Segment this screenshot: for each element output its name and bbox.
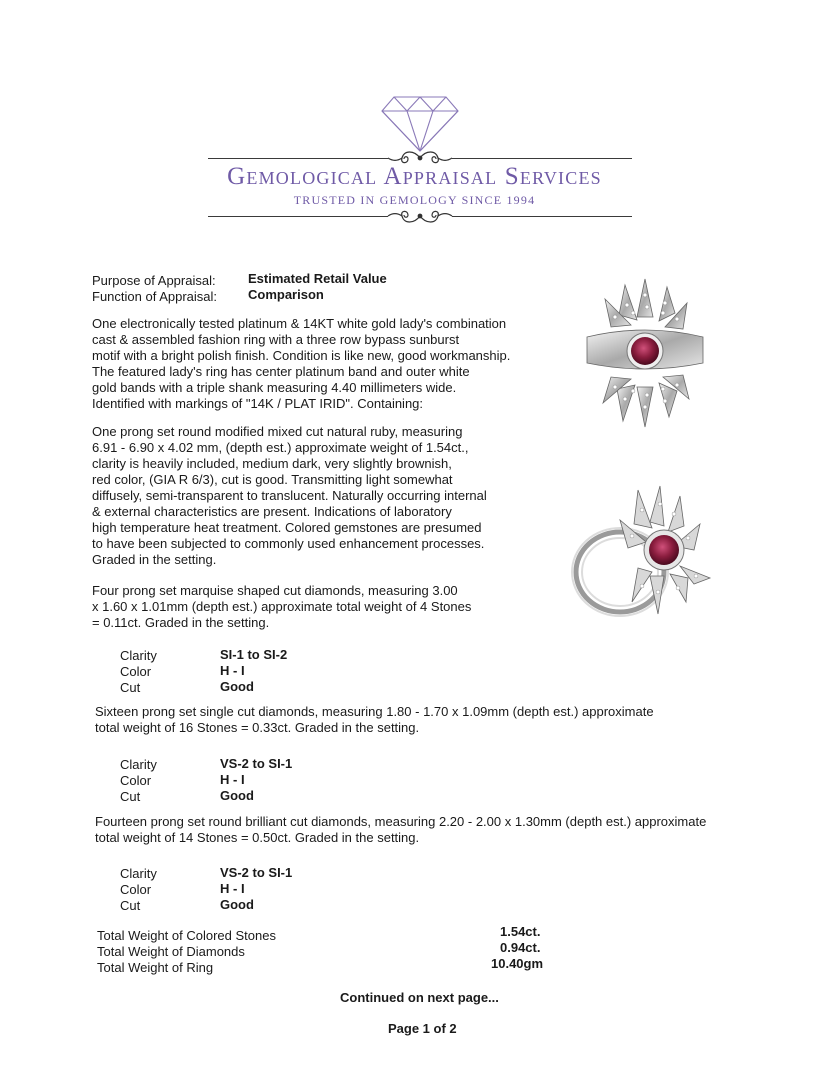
header-rule-bottom-right <box>452 216 632 217</box>
purpose-label: Purpose of Appraisal: <box>92 273 216 288</box>
color-label: Color <box>120 882 152 897</box>
clarity-value: VS-2 to SI-1 <box>220 756 293 771</box>
total-diamonds-label: Total Weight of Diamonds <box>97 944 245 959</box>
total-diamonds-value: 0.94ct. <box>500 940 541 955</box>
cut-value: Good <box>220 788 254 803</box>
marquise-description: Four prong set marquise shaped cut diamonds, measuring 3.00 x 1.60 x 1.01mm (depth est.) approximate total weight of 4 Stones = 0.11ct. Graded in the setting. <box>92 583 472 630</box>
total-ring-value: 10.40gm <box>491 956 544 971</box>
color-label: Color <box>120 773 152 788</box>
clarity-value: VS-2 to SI-1 <box>220 865 293 880</box>
clarity-label: Clarity <box>120 757 157 772</box>
total-colored-label: Total Weight of Colored Stones <box>97 928 276 943</box>
company-name: Gemological Appraisal Services <box>227 163 602 190</box>
clarity-value: SI-1 to SI-2 <box>220 647 288 662</box>
purpose-value: Estimated Retail Value <box>248 271 387 286</box>
cut-label: Cut <box>120 898 141 913</box>
ring-side-view-image <box>562 480 717 630</box>
brilliant-cut-description: Fourteen prong set round brilliant cut diamonds, measuring 2.20 - 2.00 x 1.30mm (depth est.) approximate total weight of 14 Stones = 0.50ct. Graded in the setting. <box>95 814 707 845</box>
color-value: H - I <box>220 772 245 787</box>
header-rule-bottom-left <box>208 216 388 217</box>
ring-top-view-image <box>575 275 715 430</box>
color-value: H - I <box>220 881 245 896</box>
company-tagline: TRUSTED IN GEMOLOGY SINCE 1994 <box>293 193 536 207</box>
total-colored-value: 1.54ct. <box>500 924 541 939</box>
header-rule-top-right <box>452 158 632 159</box>
cut-value: Good <box>220 897 254 912</box>
total-ring-label: Total Weight of Ring <box>97 960 214 975</box>
flourish-ornament-icon <box>386 206 454 226</box>
ring-description: One electronically tested platinum & 14KT white gold lady's combination cast & assembled fashion ring with a three row bypass sunburst motif with a bright polish finish. Condition is like new, good workmanship. The featured lady's ring has center platinum band and outer white gold bands with a triple shank measuring 4.40 millimeters wide. Identified with markings of "14K / PLAT IRID". Containing: <box>92 316 511 411</box>
ruby-description: One prong set round modified mixed cut natural ruby, measuring 6.91 - 6.90 x 4.02 mm, (depth est.) approximate weight of 1.54ct., clarity is heavily included, medium dark, very slightly brownish, red color, (GIA R 6/3), cut is good. Transmitting light somewhat diffusely, semi-transparent to translucent. Naturally occurring internal & external characteristics are present. Indications of laboratory high temperature heat treatment. Colored gemstones are presumed to have been subjected to commonly used enhancement processes. Graded in the setting. <box>92 424 487 567</box>
cut-label: Cut <box>120 789 141 804</box>
cut-label: Cut <box>120 680 141 695</box>
function-label: Function of Appraisal: <box>92 289 218 304</box>
single-cut-description: Sixteen prong set single cut diamonds, measuring 1.80 - 1.70 x 1.09mm (depth est.) approximate total weight of 16 Stones = 0.33ct. Graded in the setting. <box>95 704 654 735</box>
clarity-label: Clarity <box>120 648 157 663</box>
clarity-label: Clarity <box>120 866 157 881</box>
page-number: Page 1 of 2 <box>388 1021 457 1036</box>
color-value: H - I <box>220 663 245 678</box>
header-rule-top-left <box>208 158 388 159</box>
diamond-icon <box>380 95 460 153</box>
function-value: Comparison <box>248 287 324 302</box>
color-label: Color <box>120 664 152 679</box>
continued-note: Continued on next page... <box>340 990 499 1005</box>
cut-value: Good <box>220 679 254 694</box>
